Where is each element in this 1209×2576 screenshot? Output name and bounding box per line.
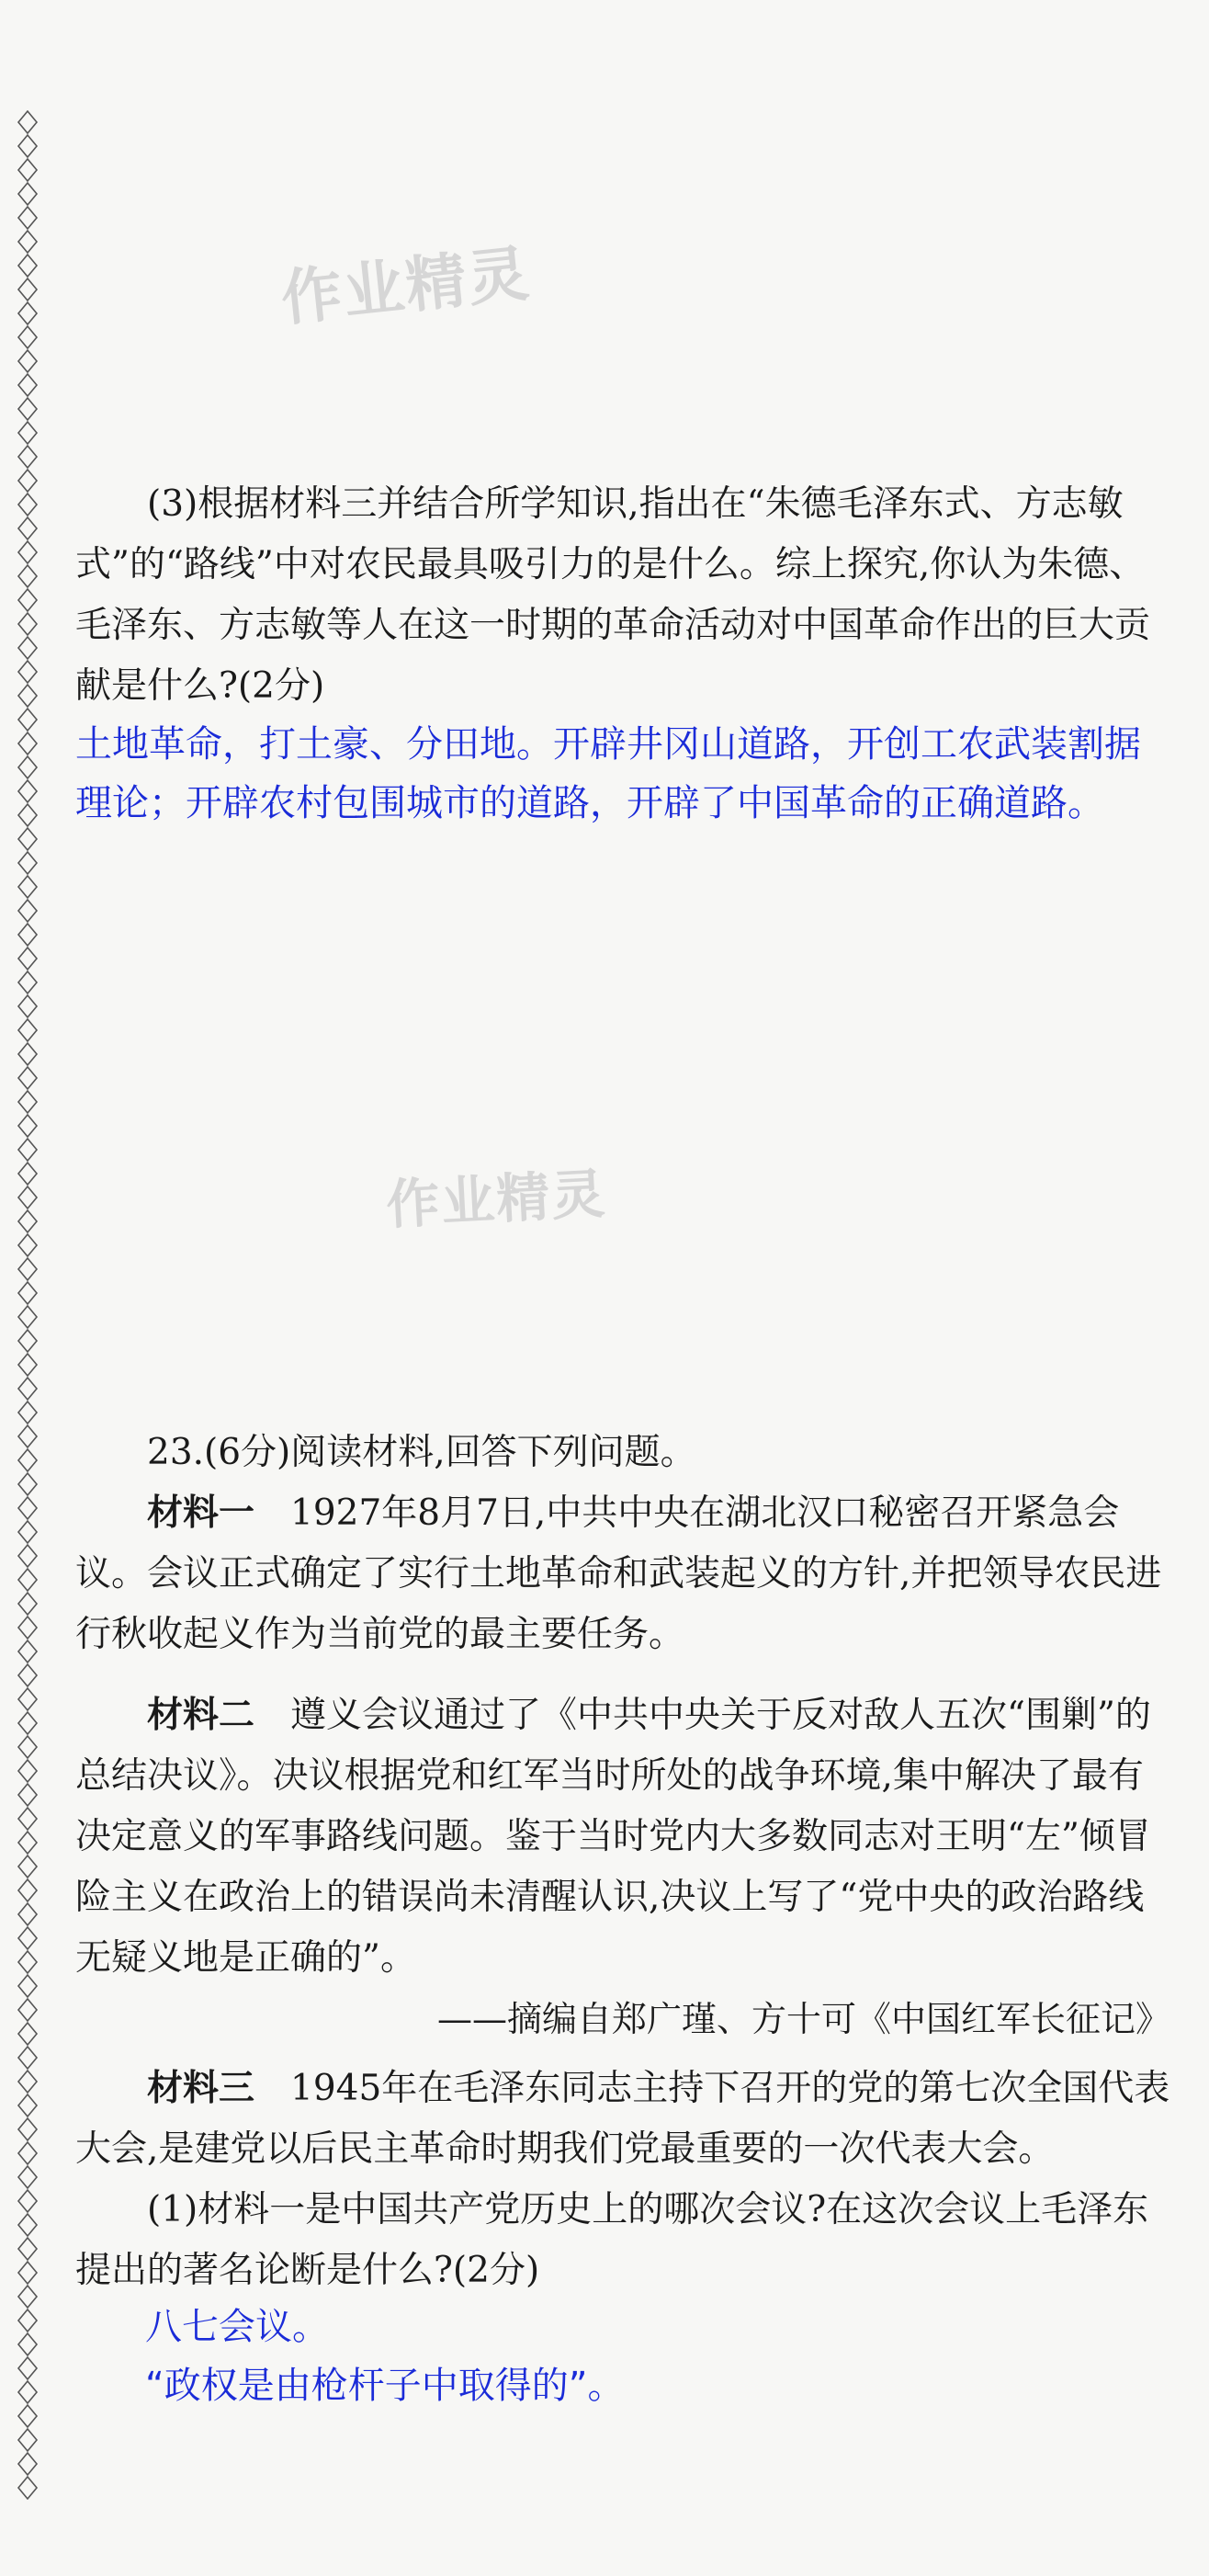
- q23-material-1: [75, 1483, 1170, 1665]
- q23-part1-answer-1: 八七会议。: [145, 2306, 329, 2348]
- watermark: 作业精灵: [384, 1162, 608, 1237]
- q23-part1-question: (1)材料一是中国共产党历史上的哪次会议?在这次会议上毛泽东提出的著名论断是什么?(2分): [75, 2189, 1149, 2291]
- q23-header: 23.(6分)阅读材料,回答下列问题。: [147, 1432, 696, 1473]
- decorative-border: [15, 110, 40, 2500]
- material-2-text: 遵义会议通过了《中共中央关于反对敌人五次“围剿”的总结决议》。决议根据党和红军当时所处的战争环境,集中解决了最有决定意义的军事路线问题。鉴于当时党内大多数同志对王明“左”倾冒险主义在政治上的错误尚未清醒认识,决议上写了“党中央的政治路线无疑义地是正确的”。: [75, 1695, 1151, 1979]
- material-2-source: ——摘编自郑广瑾、方十可《中国红军长征记》: [436, 1999, 1170, 2039]
- q23-part1-answer-2: “政权是由枪杆子中取得的”。: [145, 2365, 625, 2407]
- q23-material-3: [75, 2059, 1170, 2180]
- q22-part3-question: (3)根据材料三并结合所学知识,指出在“朱德毛泽东式、方志敏式”的“路线”中对农民最具吸引力的是什么。综上探究,你认为朱德、毛泽东、方志敏等人在这一时期的革命活动对中国革命作出的巨大贡献是什么?(2分): [75, 483, 1151, 707]
- q22-part3-answer: 土地革命，打土豪、分田地。开辟井冈山道路，开创工农武装割据理论；开辟农村包围城市的道路，开辟了中国革命的正确道路。: [75, 723, 1141, 824]
- material-2-label: 材料二: [147, 1695, 255, 1736]
- material-3-text: 1945年在毛泽东同志主持下召开的党的第七次全国代表大会,是建党以后民主革命时期我们党最重要的一次代表大会。: [75, 2068, 1170, 2170]
- material-1-label: 材料一: [147, 1492, 255, 1534]
- material-3-label: 材料三: [147, 2068, 255, 2109]
- q23-material-2: [75, 1685, 1170, 1989]
- watermark: 作业精灵: [277, 237, 534, 335]
- material-1-text: 1927年8月7日,中共中央在湖北汉口秘密召开紧急会议。会议正式确定了实行土地革命和武装起义的方针,并把领导农民进行秋收起义作为当前党的最主要任务。: [75, 1492, 1162, 1655]
